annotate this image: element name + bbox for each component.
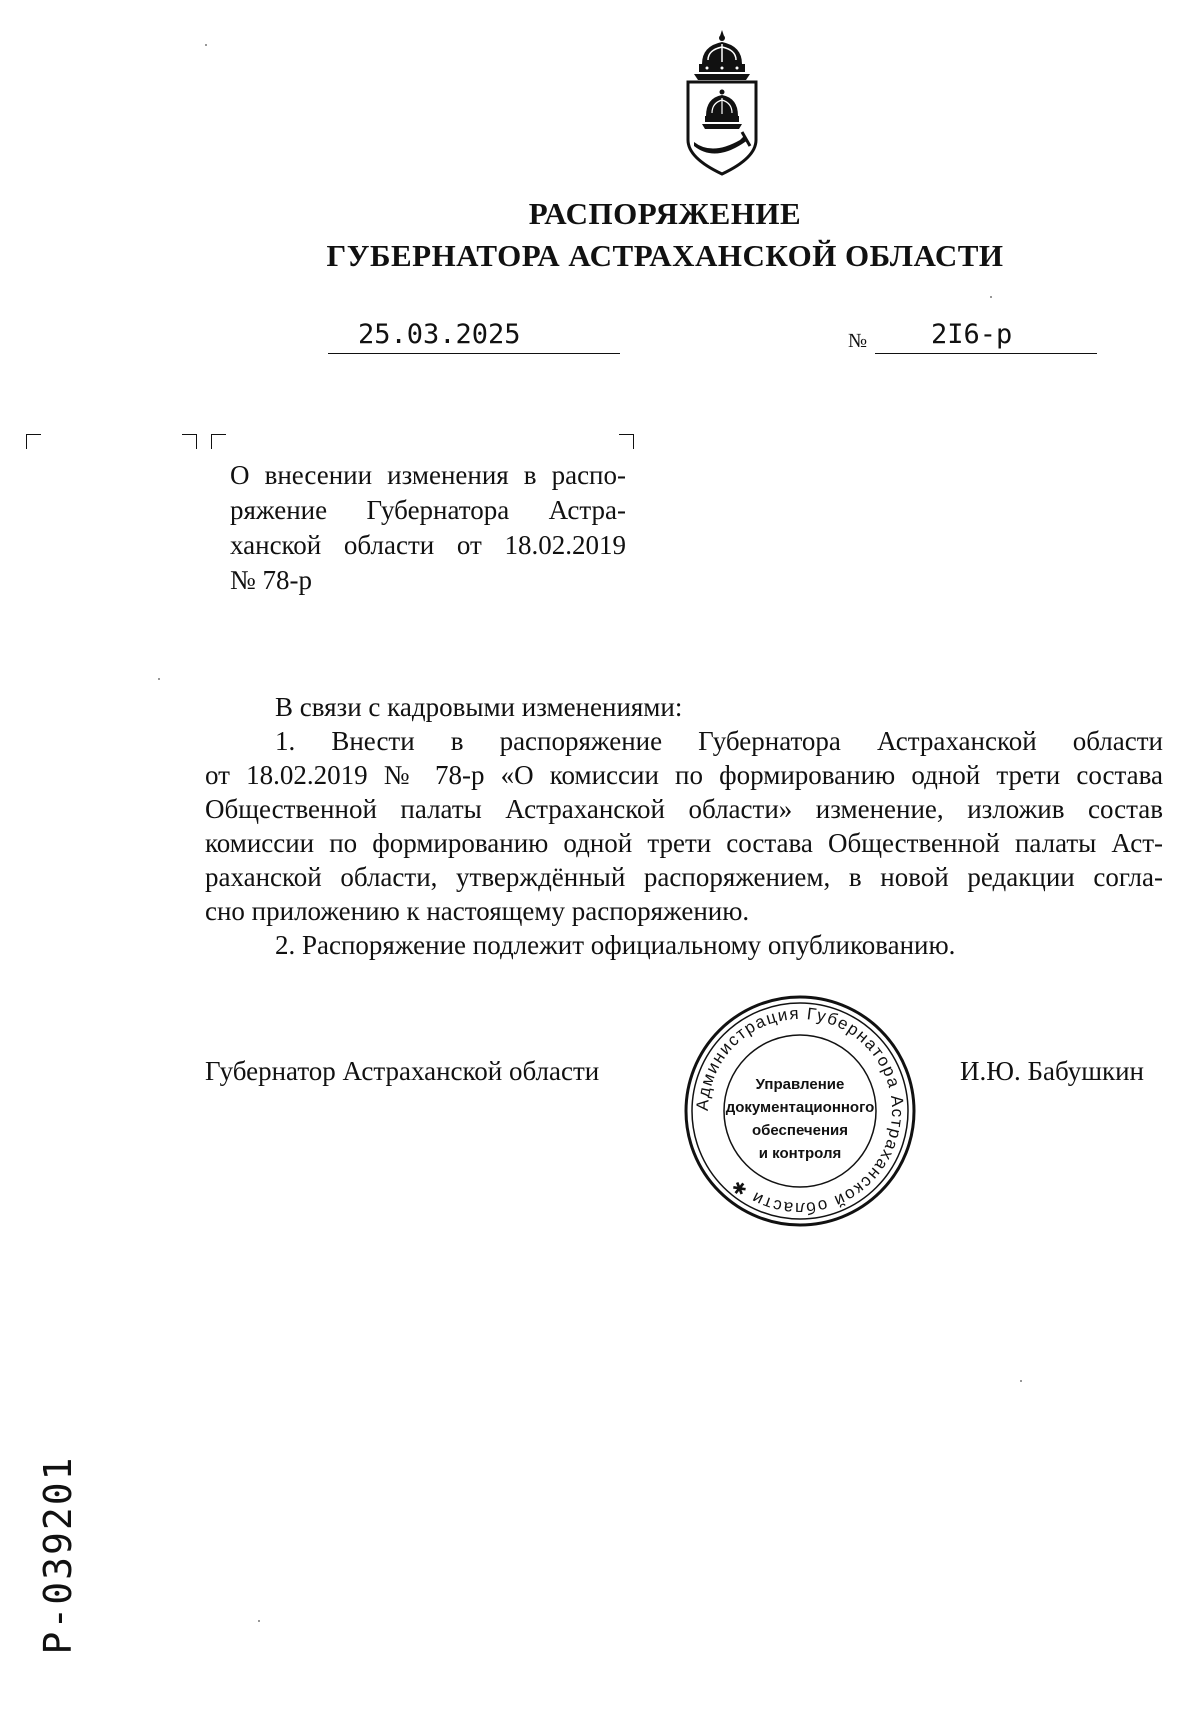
body-line: 2. Распоряжение подлежит официальному опубликованию.: [275, 930, 956, 960]
corner-mark-top-right: [182, 434, 197, 449]
corner-mark-top-left: [26, 434, 41, 449]
corner-mark-top-right: [619, 434, 634, 449]
document-body: [205, 690, 1163, 962]
signer-position: Губернатор Астраханской области: [205, 1056, 600, 1086]
stamp-center-line: документационного: [725, 1099, 875, 1116]
scan-speck: [158, 678, 160, 680]
subject-line: О внесении изменения в распо-: [230, 460, 626, 490]
official-stamp: [682, 993, 918, 1229]
scan-speck: [990, 296, 992, 298]
body-line: 1. Внести в распоряжение Губернатора Астраханской области: [275, 726, 1163, 756]
stamp-center-line: обеспечения: [751, 1122, 849, 1139]
body-line: Общественной палаты Астраханской области» изменение, изложив состав: [205, 794, 1163, 824]
registration-number: 2I6-р: [875, 318, 1097, 354]
body-line: комиссии по формированию одной трети состава Общественной палаты Аст-: [205, 828, 1163, 858]
subject-line: ханской области от 18.02.2019: [230, 530, 626, 560]
subject-line: № 78-р: [230, 565, 313, 595]
scan-speck: [1020, 1380, 1022, 1382]
document-subject: [230, 458, 626, 598]
body-line: раханской области, утверждённый распоряжением, в новой редакции согла-: [205, 862, 1163, 892]
stamp-center-line: Управление: [755, 1076, 845, 1093]
corner-mark-top-left: [211, 434, 226, 449]
body-line: В связи с кадровыми изменениями:: [275, 692, 683, 722]
body-line: от 18.02.2019 № 78-р «О комиссии по формированию одной трети состава: [205, 760, 1163, 790]
number-sign: №: [848, 330, 868, 352]
stamp-ring-text: Администрация Губернатора Астраханской области ✱: [692, 1003, 908, 1219]
subject-line: ряжение Губернатора Астра-: [230, 495, 626, 525]
body-line: сно приложению к настоящему распоряжению.: [205, 896, 750, 926]
scan-speck: [205, 44, 207, 46]
registration-date: 25.03.2025: [328, 318, 620, 354]
document-title-line2: ГУБЕРНАТОРА АСТРАХАНСКОЙ ОБЛАСТИ: [326, 238, 1004, 273]
serial-number: Р-039201: [36, 1455, 80, 1655]
stamp-center-line: и контроля: [758, 1145, 842, 1162]
document-title-line1: РАСПОРЯЖЕНИЕ: [528, 196, 802, 231]
coat-of-arms-icon: [672, 28, 772, 178]
scan-speck: [258, 1620, 260, 1622]
signer-name: И.Ю. Бабушкин: [960, 1056, 1145, 1086]
